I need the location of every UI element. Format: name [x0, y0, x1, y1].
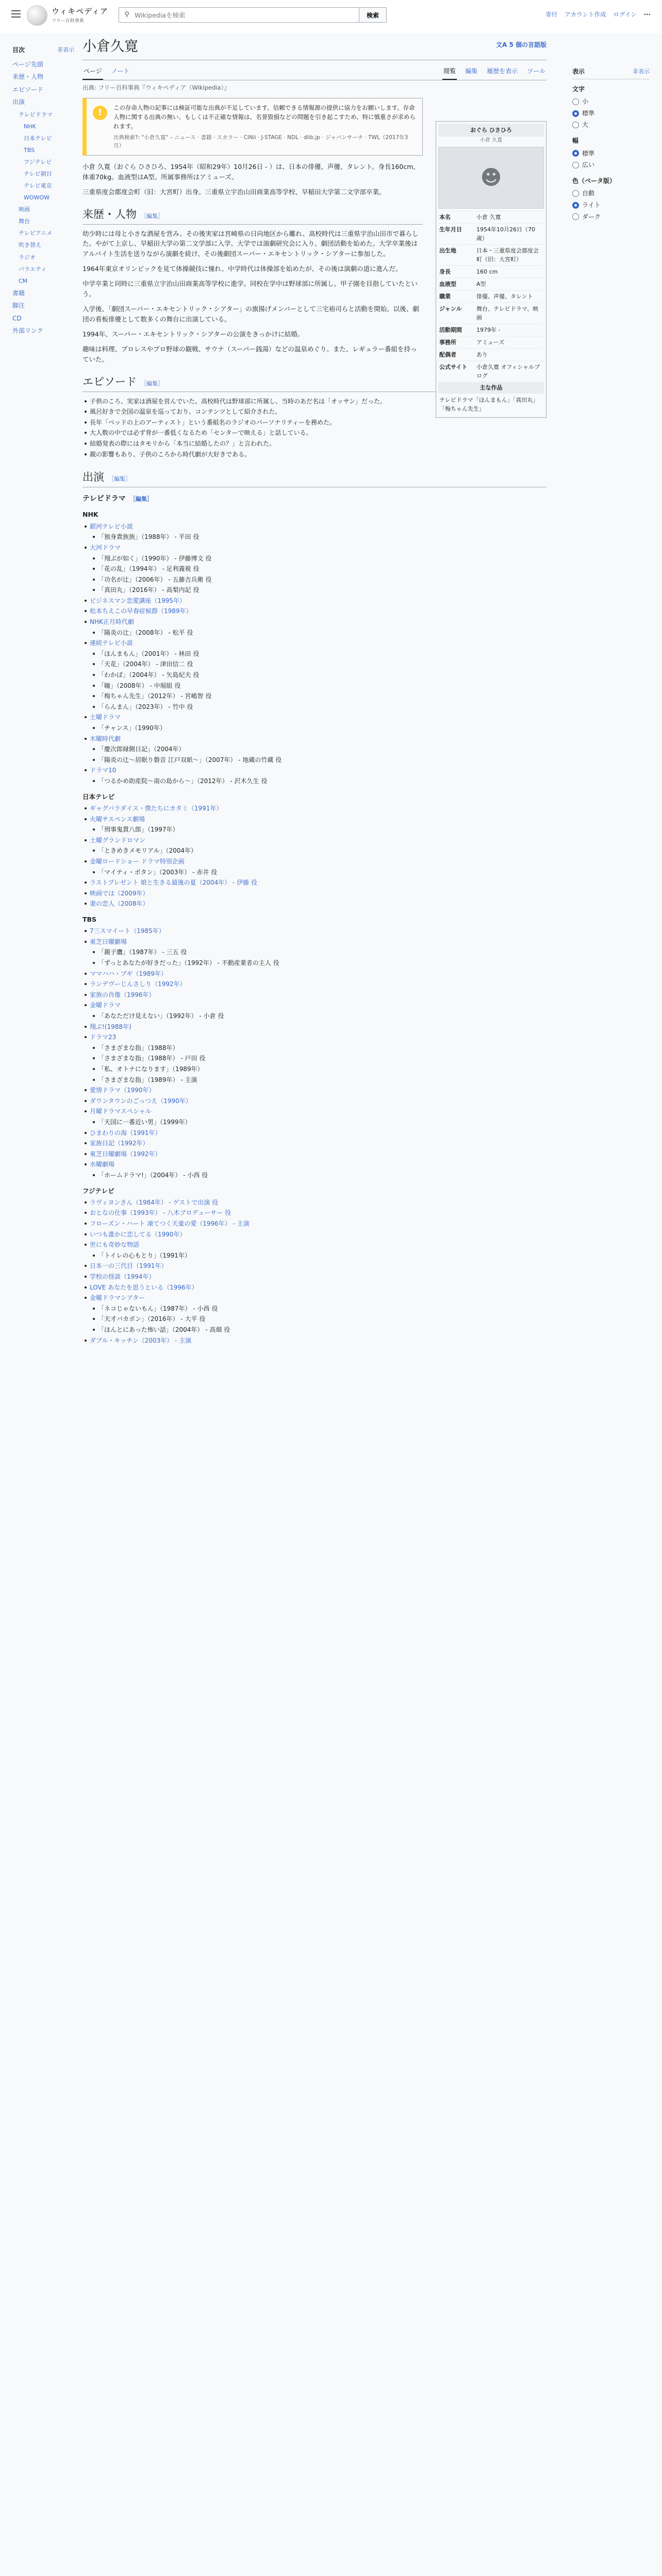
- intro-paragraph-2: 三重県度会郡度会町（旧：大宮町）出身。三重県立宇治山田商業高等学校、早稲田大学第二文学部卒業。: [82, 188, 386, 196]
- infobox-row: [438, 290, 544, 302]
- appearance-item[interactable]: 月曜ドラマスペシャル: [90, 1106, 547, 1117]
- width-label: 幅: [572, 137, 579, 144]
- history-paragraph: 趣味は料理、プロレスやプロ野球の観戦、サウナ（スーパー銭湯）などの温泉めぐり。また、レギュラー番組を持っていた。: [82, 345, 417, 363]
- appearance-item[interactable]: 家族の肖像（1996年）: [90, 990, 547, 1001]
- toc-item[interactable]: 外部リンク: [12, 327, 43, 335]
- appearance-item[interactable]: 「天花」（2004年） - 津田信二 役: [98, 659, 547, 670]
- appearance-item[interactable]: 「わかば」（2004年） - 矢島紀夫 役: [98, 670, 547, 681]
- appearance-item[interactable]: 連続テレビ小説: [90, 638, 547, 649]
- infobox-name: おぐら ひさひろ: [438, 124, 544, 137]
- appearance-item[interactable]: 「花の乱」（1994年） - 足利義視 役: [98, 564, 547, 574]
- appearance-item[interactable]: 土曜グランドロマン: [90, 835, 547, 846]
- create-account-link[interactable]: アカウント作成: [565, 11, 606, 18]
- history-paragraph: 1994年、スーパー・エキセントリック・シアターの公演をきっかけに結婚。: [82, 330, 304, 338]
- maintenance-notice: [82, 98, 423, 156]
- infobox-key: ジャンル: [438, 302, 475, 324]
- user-links: [545, 10, 651, 20]
- appearance-item[interactable]: 「陽炎の辻」（2008年） - 松平 役: [98, 628, 547, 638]
- infobox-value: A型: [475, 278, 544, 290]
- appearance-item[interactable]: 「ホームドラマ!」（2004年） - 小西 役: [98, 1170, 547, 1181]
- tab-talk[interactable]: ノート: [111, 67, 130, 75]
- toc-item[interactable]: フジテレビ: [24, 159, 52, 166]
- logo-subtitle: フリー百科事典: [52, 18, 84, 24]
- text-size-option[interactable]: [572, 108, 650, 120]
- appearance-item[interactable]: 「トイレの心もとり」（1991年）: [98, 1250, 547, 1261]
- toc-item[interactable]: 吹き替え: [19, 242, 41, 249]
- toc-item[interactable]: CD: [12, 314, 22, 322]
- appearance-item[interactable]: 「親子鷹」（1987年） - 三五 役: [98, 947, 547, 958]
- toc-item[interactable]: ラジオ: [19, 253, 36, 261]
- appearance-item[interactable]: ギャグパラダイス・僕たちにカタミ（1991年）: [90, 803, 547, 814]
- radio-icon[interactable]: [572, 150, 579, 157]
- episode-item: 親の影響もあり、子供のころから時代劇が大好きである。: [90, 449, 547, 460]
- appearance-item[interactable]: 水曜劇場: [90, 1159, 547, 1170]
- width-option-label: 広い: [582, 161, 595, 169]
- appearance-item[interactable]: 「ときめきメモリアル」（2004年）: [98, 845, 547, 856]
- appearance-item[interactable]: ダウンタウンのごっつえ（1990年）: [90, 1096, 547, 1107]
- appearance-item[interactable]: ダブル・キッチン（2003年） - 主演: [90, 1335, 547, 1346]
- infobox-works: テレビドラマ「ほんまもん」「真田丸」「梅ちゃん先生」: [439, 397, 539, 413]
- infobox-value: 1954年10月26日（70歳）: [475, 223, 544, 244]
- toc-item[interactable]: エピソード: [12, 86, 44, 93]
- infobox-row: [438, 302, 544, 324]
- appearance-item[interactable]: 土曜ドラマ: [90, 712, 547, 723]
- main-content: [82, 36, 547, 1346]
- logo-title: ウィキペディア: [52, 7, 108, 16]
- infobox-row: [438, 349, 544, 361]
- appearance-item[interactable]: 「真田丸」（2016年） - 高梨内記 役: [98, 585, 547, 596]
- notice-text: この存命人物の記事には検証可能な出典が不足しています。信頼できる情報源の提供に協力をお願いします。存命人物に関する出典の無い、もしくは不正確な情報は、名誉毀損などの問題を引き起こすため、特に慎重さが求められます。: [113, 104, 416, 130]
- table-of-contents: [12, 45, 74, 337]
- radio-icon[interactable]: [572, 98, 579, 105]
- tab-read[interactable]: 閲覧: [442, 63, 457, 80]
- login-link[interactable]: ログイン: [613, 11, 637, 18]
- toc-item[interactable]: テレビドラマ: [19, 111, 53, 118]
- infobox-value: 俳優、声優、タレント: [475, 290, 544, 302]
- appearance-item[interactable]: 「さまざまな指」（1989年） - 主演: [98, 1075, 547, 1086]
- cx-list: [82, 1197, 547, 1346]
- appearance-item[interactable]: 「あなただけ見えない」（1992年） - 小倉 役: [98, 1011, 547, 1022]
- appearance-item[interactable]: 翔ぶ!(1988年): [90, 1022, 547, 1032]
- appearance-item[interactable]: 「翔ぶが如く」（1990年） - 伊藤博文 役: [98, 553, 547, 564]
- infobox-key: 配偶者: [438, 349, 475, 361]
- notice-search-links: 出典検索?: "小倉久寛" – ニュース · 書籍 · スカラー · CiNii · J-STAGE · NDL · dlib.jp · ジャパンサーチ · TWL（2017年3月）: [113, 134, 408, 149]
- toc-hide-button[interactable]: 非表示: [57, 46, 74, 53]
- appearance-item[interactable]: ドラマ23: [90, 1032, 547, 1043]
- infobox-key: 身長: [438, 265, 475, 278]
- appearance-item[interactable]: フローズン・ハート 凍てつく天童の愛（1996年） - 主演: [90, 1218, 547, 1229]
- appearance-item[interactable]: 「梅ちゃん先生」（2012年） - 宮嶋智 役: [98, 691, 547, 702]
- appearance-item[interactable]: 火曜サスペンス劇場: [90, 814, 547, 825]
- tab-history[interactable]: 履歴を表示: [487, 67, 518, 75]
- appearance-item[interactable]: 東芝日曜劇場: [90, 937, 547, 947]
- episode-item: 風呂好きで全国の温泉を巡っており、コンテンツとして紹介された。: [90, 406, 547, 417]
- intro-paragraph: 小倉 久寛（おぐら ひさひろ、1954年（昭和29年）10月26日 - ）は、日本の俳優、声優、タレント。身長160cm、体重70kg。血液型はA型。所属事務所はアミューズ。: [82, 163, 420, 181]
- infobox-value: 日本・三重県度会郡度会町（旧：大宮町）: [475, 244, 544, 265]
- appearance-item[interactable]: 「慶次郎縁側日記」（2004年）: [98, 744, 547, 755]
- section-episode-heading: エピソード ［編集］: [82, 374, 547, 392]
- appearance-item[interactable]: 「つるかめ助産院〜南の島から〜」（2012年） - 沢木久生 役: [98, 776, 547, 787]
- width-option[interactable]: [572, 148, 650, 160]
- wikipedia-globe-icon: [27, 5, 47, 26]
- color-label: 色（ベータ版）: [572, 177, 616, 184]
- appearance-item[interactable]: 「刑事鬼貫八郎」（1997年）: [98, 824, 547, 835]
- width-option[interactable]: [572, 159, 650, 171]
- appearance-item[interactable]: ラストプレゼント 娘と生きる最後の夏（2004年） - 伊藤 役: [90, 877, 547, 888]
- radio-icon[interactable]: [572, 213, 579, 220]
- infobox-key: 本名: [438, 211, 475, 223]
- text-size-option-label: 標準: [582, 109, 595, 117]
- appearance-item[interactable]: ドラマ10: [90, 765, 547, 776]
- infobox-row: [438, 244, 544, 265]
- infobox-works-header: 主な作品: [438, 382, 544, 394]
- appearance-item[interactable]: ビジネスマン恋愛講座（1995年）: [90, 596, 547, 606]
- infobox-key: 出生地: [438, 244, 475, 265]
- toc-item[interactable]: 書籍: [12, 289, 25, 297]
- radio-icon[interactable]: [572, 110, 579, 117]
- appearance-item[interactable]: 「ほんまもん」（2001年） - 林田 役: [98, 649, 547, 659]
- appearance-item[interactable]: 「陽炎の辻〜居眠り磐音 江戸双紙〜」（2007年） - 地蔵の竹蔵 役: [98, 755, 547, 766]
- language-button[interactable]: 文A 5 個の言語版: [496, 41, 547, 48]
- infobox-row: [438, 324, 544, 336]
- toc-item[interactable]: バラエティ: [19, 265, 47, 273]
- appearance-item[interactable]: ラヴィヨンさん（1984年） - ゲストで出演 役: [90, 1197, 547, 1208]
- appearance-item[interactable]: 学校の怪談（1994年）: [90, 1272, 547, 1282]
- appearance-heading: 表示: [572, 68, 585, 75]
- appearance-item[interactable]: 銀河テレビ小説: [90, 521, 547, 532]
- network-cx-heading: フジテレビ: [82, 1187, 114, 1195]
- color-option[interactable]: [572, 211, 650, 223]
- episode-item: 結婚発表の際にはタモリから「本当に結婚したの？」と言われた。: [90, 438, 547, 449]
- text-size-label: 文字: [572, 85, 585, 93]
- edit-link[interactable]: ［編集］: [129, 495, 153, 502]
- page-title: 小倉久寛: [82, 36, 547, 60]
- appearance-item[interactable]: 家族日記（1992年）: [90, 1138, 547, 1149]
- network-ntv-heading: 日本テレビ: [82, 792, 115, 801]
- appearance-item[interactable]: LOVE あなたを思うといる（1996年）: [90, 1282, 547, 1293]
- subsection-tvdrama-heading: テレビドラマ ［編集］: [82, 494, 153, 503]
- infobox-key: 活動期間: [438, 324, 475, 336]
- infobox-key: 職業: [438, 290, 475, 302]
- history-paragraph: 中学卒業と同時に三重県立宇治山田商業高等学校に進学。同校在学中は野球部に所属し、甲子園を目指していたという。: [82, 280, 418, 298]
- toc-heading: 目次: [12, 46, 25, 54]
- network-nhk-heading: NHK: [82, 511, 98, 519]
- appearance-item[interactable]: 金曜ドラマ: [90, 1000, 547, 1011]
- appearance-hide-button[interactable]: 非表示: [633, 68, 650, 75]
- toc-item[interactable]: テレビアニメ: [19, 230, 53, 237]
- appearance-item[interactable]: ママハハ・ブギ（1989年）: [90, 969, 547, 979]
- appearance-item[interactable]: 「ずっとあなたが好きだった」（1992年） - 不動産業者の主人 役: [98, 958, 547, 969]
- infobox-key: 生年月日: [438, 223, 475, 244]
- appearance-item[interactable]: 「さまざまな指」（1988年）: [98, 1043, 547, 1054]
- appearance-item[interactable]: NHK正月時代劇: [90, 617, 547, 628]
- color-option[interactable]: [572, 199, 650, 211]
- toc-item[interactable]: テレビ東京: [24, 182, 52, 190]
- infobox-name-kanji: 小倉 久寛: [479, 138, 503, 144]
- section-history-heading: 来歴・人物 ［編集］: [82, 206, 423, 225]
- episode-item: 大人数の中では必ず背が一番低くなるため「センターで映える」と話している。: [90, 428, 547, 438]
- portrait-placeholder-icon: ☻: [438, 147, 544, 209]
- appearance-item[interactable]: 映画では（2009年）: [90, 888, 547, 899]
- infobox-value: 舞台、テレビドラマ、映画: [475, 302, 544, 324]
- appearance-item[interactable]: 金曜ドラマシアター: [90, 1293, 547, 1303]
- search-button[interactable]: 検索: [359, 8, 386, 22]
- appearance-panel: [572, 67, 650, 223]
- infobox-row: [438, 278, 544, 290]
- appearance-item[interactable]: 「功名が辻」（2006年） - 五藤吉兵衛 役: [98, 574, 547, 585]
- infobox-value: 小倉久寛 オフィシャルブログ: [475, 361, 544, 382]
- network-tbs-heading: TBS: [82, 915, 97, 923]
- history-section: [82, 229, 423, 364]
- text-size-option[interactable]: [572, 96, 650, 108]
- history-paragraph: 入学後、「劇団スーパー・エキセントリック・シアター」の旗揚げメンバーとして三宅裕司らと活動を開始。以後、劇団の看板俳優として数多くの舞台に出演している。: [82, 305, 419, 323]
- tab-page[interactable]: ページ: [82, 63, 103, 80]
- toc-list: [12, 58, 74, 337]
- appearance-item[interactable]: 「ネコじゃないもん」（1987年） - 小西 役: [98, 1303, 547, 1314]
- nhk-list: [82, 521, 547, 787]
- warning-icon: !: [93, 106, 107, 120]
- toc-item[interactable]: 出演: [12, 98, 25, 106]
- appearance-item[interactable]: 大河ドラマ: [90, 543, 547, 553]
- main-menu-icon[interactable]: [11, 10, 21, 18]
- infobox-row: [438, 336, 544, 349]
- text-size-option-label: 大: [582, 121, 589, 129]
- toc-item[interactable]: WOWOW: [24, 194, 49, 201]
- infobox-value: 小倉 久寛: [475, 211, 544, 223]
- infobox-value: アミューズ: [475, 336, 544, 349]
- infobox-key: 血液型: [438, 278, 475, 290]
- edit-link[interactable]: ［編集］: [141, 213, 163, 220]
- site-logo[interactable]: [27, 5, 108, 26]
- color-options: [572, 188, 650, 223]
- width-options: [572, 148, 650, 171]
- appearance-item[interactable]: 「瞳」（2008年） - 中堀組 役: [98, 681, 547, 691]
- appearance-item[interactable]: 木曜時代劇: [90, 734, 547, 744]
- history-paragraph: 幼少時には母と小さな酒屋を営み、その後実家は宮崎県の日向地区から離れ、高校時代は三重県宇治山田市で暮らした。やがて上京し、早稲田大学の第二文学部に入学。大学では演劇研究会に入り、劇団活動を始めた。大学卒業後はアルバイト生活を送りながら演劇を続け、その後劇団スーパー・エキセントリック・シアターに参加した。: [82, 229, 419, 258]
- episode-item: 子供のころ、実家は酒屋を営んでいた。高校時代は野球部に所属し、当時のあだ名は「オッサン」だった。: [90, 396, 547, 407]
- toc-item[interactable]: 舞台: [19, 218, 30, 225]
- infobox-row: [438, 211, 544, 223]
- text-size-option-label: 小: [582, 98, 589, 106]
- appearance-item[interactable]: 金曜ロードショー ドラマ特別企画: [90, 856, 547, 867]
- color-option-label: ダーク: [582, 213, 601, 221]
- text-size-option[interactable]: [572, 119, 650, 131]
- appearance-item[interactable]: いつも誰かに恋してる（1990年）: [90, 1229, 547, 1240]
- appearance-item[interactable]: 「らんまん」（2023年） - 竹中 役: [98, 702, 547, 713]
- appearance-item[interactable]: 「天国に一番近い男」（1999年）: [98, 1117, 547, 1128]
- appearance-item[interactable]: 「ほんとにあった怖い話」（2004年） - 高畑 役: [98, 1325, 547, 1335]
- color-option-label: 自動: [582, 190, 595, 197]
- page-tabs: [82, 63, 547, 81]
- width-option-label: 標準: [582, 149, 595, 157]
- section-appear-heading: 出演 ［編集］: [82, 469, 547, 487]
- toc-item[interactable]: TBS: [24, 147, 35, 154]
- appearance-item[interactable]: 松本ちえこの早春症候群（1989年）: [90, 606, 547, 617]
- toc-item[interactable]: 映画: [19, 206, 30, 213]
- infobox-value: あり: [475, 349, 544, 361]
- infobox-value: 1979年 -: [475, 324, 544, 336]
- edit-link[interactable]: ［編集］: [141, 380, 163, 387]
- more-menu-icon[interactable]: ···: [643, 11, 651, 18]
- appearance-item[interactable]: 世にも奇妙な物語: [90, 1240, 547, 1250]
- text-size-options: [572, 96, 650, 131]
- search-box: [119, 7, 387, 23]
- ntv-list: [82, 803, 547, 909]
- tab-edit[interactable]: 編集: [465, 67, 478, 75]
- appearance-item[interactable]: ひまわりの海（1991年）: [90, 1128, 547, 1139]
- infobox-table: [438, 211, 544, 382]
- appearance-item[interactable]: 「天才バカボン」（2016年） - 大平 役: [98, 1314, 547, 1325]
- infobox-row: [438, 223, 544, 244]
- infobox-value: 160 cm: [475, 265, 544, 278]
- tab-tools[interactable]: ツール: [527, 67, 545, 75]
- appearance-item[interactable]: おとなの仕事（1993年） - 八木ブロデューサー 役: [90, 1208, 547, 1218]
- radio-icon[interactable]: [572, 122, 579, 128]
- appearance-item[interactable]: 妻の恋人（2008年）: [90, 899, 547, 909]
- infobox-row: [438, 265, 544, 278]
- search-icon: ⚲: [124, 10, 129, 19]
- radio-icon[interactable]: [572, 190, 579, 197]
- source-note: 出典: フリー百科事典『ウィキペディア（Wikipedia）』: [82, 84, 230, 92]
- radio-icon[interactable]: [572, 202, 579, 209]
- radio-icon[interactable]: [572, 162, 579, 168]
- history-paragraph: 1964年東京オリンピックを見て体操競技に憧れ、中学時代は体操部を始めたが、その後は演劇の道に進んだ。: [82, 265, 402, 273]
- appearance-item[interactable]: 「私、オトナになります」（1989年）: [98, 1064, 547, 1075]
- infobox-key: 公式サイト: [438, 361, 475, 382]
- appearance-item[interactable]: 日本一の三代目（1991年）: [90, 1261, 547, 1272]
- appearance-item[interactable]: 「さまざまな指」（1988年） - 戸田 役: [98, 1053, 547, 1064]
- appearance-item[interactable]: 東芝日曜劇場（1992年）: [90, 1149, 547, 1160]
- color-option[interactable]: [572, 188, 650, 199]
- toc-item[interactable]: 脚注: [12, 302, 25, 310]
- infobox-key: 事務所: [438, 336, 475, 349]
- tbs-list: [82, 926, 547, 1180]
- appearance-item[interactable]: 「チャンス」（1990年）: [98, 723, 547, 734]
- infobox: [436, 121, 547, 418]
- appearance-item[interactable]: 「独身貴族族」（1988年） - 平田 役: [98, 532, 547, 543]
- appearance-item[interactable]: 7三スマイート（1985年）: [90, 926, 547, 937]
- infobox-row: [438, 361, 544, 382]
- color-option-label: ライト: [582, 201, 601, 209]
- toc-item[interactable]: CM: [19, 277, 28, 284]
- toc-item[interactable]: テレビ朝日: [24, 171, 52, 178]
- toc-item[interactable]: ページ先頭: [12, 60, 43, 68]
- site-header: [0, 0, 662, 33]
- toc-item[interactable]: NHK: [24, 123, 36, 130]
- donate-link[interactable]: 寄付: [545, 11, 558, 18]
- appearance-item[interactable]: 「マイティ・ボタン」（2003年） - 赤井 役: [98, 867, 547, 878]
- toc-item[interactable]: 来歴・人物: [12, 73, 44, 81]
- edit-link[interactable]: ［編集］: [108, 476, 131, 483]
- appearance-item[interactable]: 愛情ドラマ（1990年）: [90, 1085, 547, 1096]
- toc-item[interactable]: 日本テレビ: [24, 135, 52, 142]
- search-input[interactable]: [135, 11, 359, 19]
- appearance-item[interactable]: ランデヴーじんさしり（1992年）: [90, 979, 547, 990]
- episode-item: 長年「ベッドの上のアーティスト」という番組名のラジオのパーソナリティーを務めた。: [90, 417, 547, 428]
